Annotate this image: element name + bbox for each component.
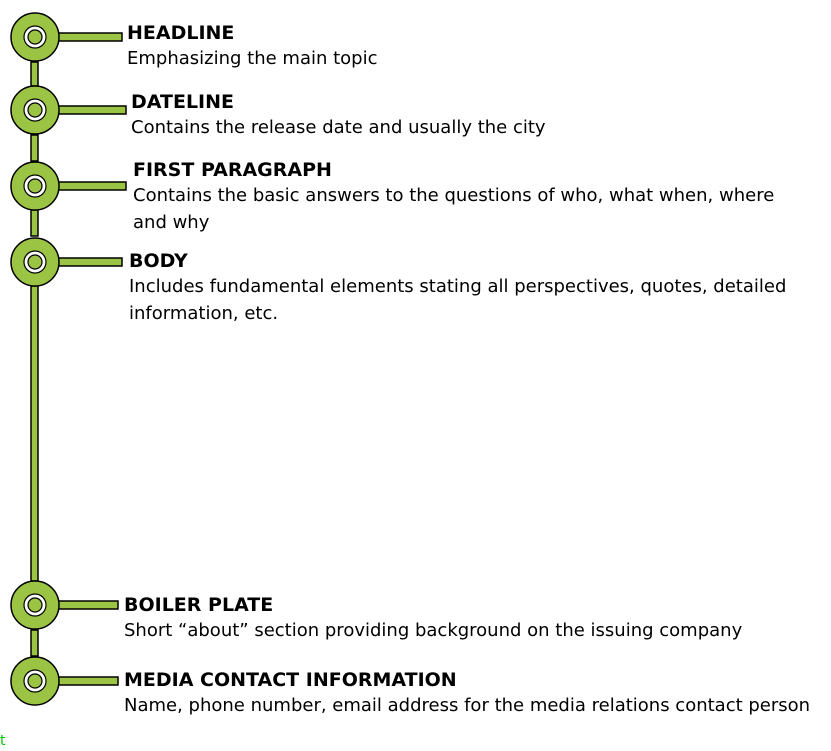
item-description: Emphasizing the main topic: [127, 48, 378, 69]
item-headline: [127, 21, 817, 72]
connector-arm-dateline: [58, 106, 126, 114]
spine-segment-4: [31, 286, 38, 581]
item-title: FIRST PARAGRAPH: [133, 159, 332, 181]
connector-arm-media-contact: [58, 677, 118, 685]
timeline-node-boiler-plate: [11, 581, 59, 629]
item-title: BOILER PLATE: [124, 594, 274, 616]
item-title: MEDIA CONTACT INFORMATION: [124, 669, 457, 691]
item-description: Includes fundamental elements stating all perspectives, quotes, detailed information, etc.: [129, 276, 787, 324]
connector-arm-first-paragraph: [58, 182, 126, 190]
spine-segment-5: [31, 630, 38, 656]
item-first-paragraph: [133, 158, 813, 236]
item-description: Contains the release date and usually the city: [131, 117, 546, 138]
item-description: Short “about” section providing background on the issuing company: [124, 620, 743, 641]
item-title: HEADLINE: [127, 22, 235, 44]
timeline-node-dateline: [11, 86, 59, 134]
timeline-node-body: [11, 238, 59, 286]
item-title: DATELINE: [131, 91, 234, 113]
spine-segment-1: [31, 62, 38, 86]
timeline-node-headline: [11, 13, 59, 61]
item-media-contact: [124, 668, 829, 719]
item-body: [129, 249, 819, 327]
connector-arm-boiler-plate: [58, 601, 118, 609]
spine-segment-3: [31, 210, 38, 236]
item-boiler-plate: [124, 593, 829, 644]
spine-segment-2: [31, 135, 38, 161]
timeline-node-first-paragraph: [11, 162, 59, 210]
item-description: Contains the basic answers to the questions of who, what when, where and why: [133, 185, 775, 233]
connector-arm-headline: [58, 33, 122, 41]
corner-mark: t: [0, 733, 6, 749]
item-title: BODY: [129, 250, 188, 272]
item-description: Name, phone number, email address for the media relations contact person: [124, 695, 811, 716]
item-dateline: [131, 90, 821, 141]
timeline-node-media-contact: [11, 657, 59, 705]
connector-arm-body: [58, 258, 122, 266]
